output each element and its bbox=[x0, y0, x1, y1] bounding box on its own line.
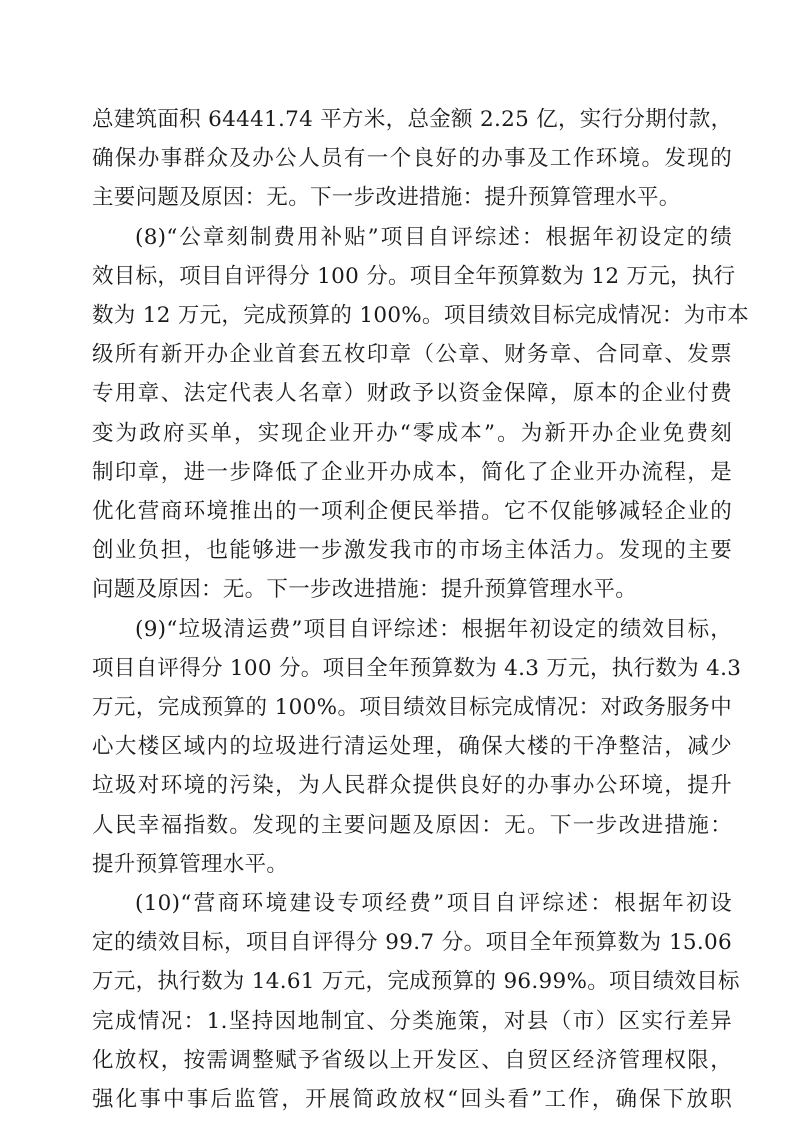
body-text-line: 总建筑面积 64441.74 平方米，总金额 2.25 亿，实行分期付款， bbox=[92, 107, 733, 132]
body-text-line: 定的绩效目标，项目自评得分 99.7 分。项目全年预算数为 15.06 bbox=[92, 930, 732, 955]
body-text-line: 人民幸福指数。发现的主要问题及原因：无。下一步改进措施： bbox=[92, 813, 732, 838]
body-text-line: 主要问题及原因：无。下一步改进措施：提升预算管理水平。 bbox=[92, 185, 681, 210]
body-text-line: 项目自评得分 100 分。项目全年预算数为 4.3 万元，执行数为 4.3 bbox=[92, 656, 742, 681]
body-text-line: 完成情况：1.坚持因地制宜、分类施策，对县（市）区实行差异 bbox=[92, 1009, 732, 1034]
body-text-line: 专用章、法定代表人名章）财政予以资金保障，原本的企业付费 bbox=[92, 381, 732, 406]
paragraph-heading-line: (8)“公章刻制费用补贴”项目自评综述：根据年初设定的绩 bbox=[135, 225, 732, 250]
body-text-line: 垃圾对环境的污染，为人民群众提供良好的办事办公环境，提升 bbox=[92, 773, 732, 798]
body-text-line: 优化营商环境推出的一项利企便民举措。它不仅能够减轻企业的 bbox=[92, 499, 732, 524]
body-text-line: 效目标，项目自评得分 100 分。项目全年预算数为 12 万元，执行 bbox=[92, 264, 736, 289]
body-text-line: 级所有新开办企业首套五枚印章（公章、财务章、合同章、发票 bbox=[92, 342, 732, 367]
body-text-line: 创业负担，也能够进一步激发我市的市场主体活力。发现的主要 bbox=[92, 538, 732, 563]
body-text-line: 化放权，按需调整赋予省级以上开发区、自贸区经济管理权限， bbox=[92, 1048, 732, 1073]
body-text-line: 变为政府买单，实现企业开办“零成本”。为新开办企业免费刻 bbox=[92, 421, 732, 446]
body-text-line: 确保办事群众及办公人员有一个良好的办事及工作环境。发现的 bbox=[92, 146, 732, 171]
body-text-line: 心大楼区域内的垃圾进行清运处理，确保大楼的干净整洁，减少 bbox=[92, 734, 732, 759]
body-text-line: 制印章，进一步降低了企业开办成本，简化了企业开办流程，是 bbox=[92, 460, 732, 485]
body-text-line: 万元，完成预算的 100%。项目绩效目标完成情况：对政务服务中 bbox=[92, 695, 732, 720]
paragraph-heading-line: (10)“营商环境建设专项经费”项目自评综述：根据年初设 bbox=[135, 891, 732, 916]
paragraph-heading-line: (9)“垃圾清运费”项目自评综述：根据年初设定的绩效目标， bbox=[135, 617, 732, 642]
body-text-line: 提升预算管理水平。 bbox=[92, 852, 289, 877]
body-text-line: 强化事中事后监管，开展简政放权“回头看”工作，确保下放职 bbox=[92, 1087, 732, 1112]
body-text-line: 问题及原因：无。下一步改进措施：提升预算管理水平。 bbox=[92, 577, 638, 602]
body-text-line: 数为 12 万元，完成预算的 100%。项目绩效目标完成情况：为市本 bbox=[92, 303, 750, 328]
body-text-line: 万元，执行数为 14.61 万元，完成预算的 96.99%。项目绩效目标 bbox=[92, 969, 740, 994]
